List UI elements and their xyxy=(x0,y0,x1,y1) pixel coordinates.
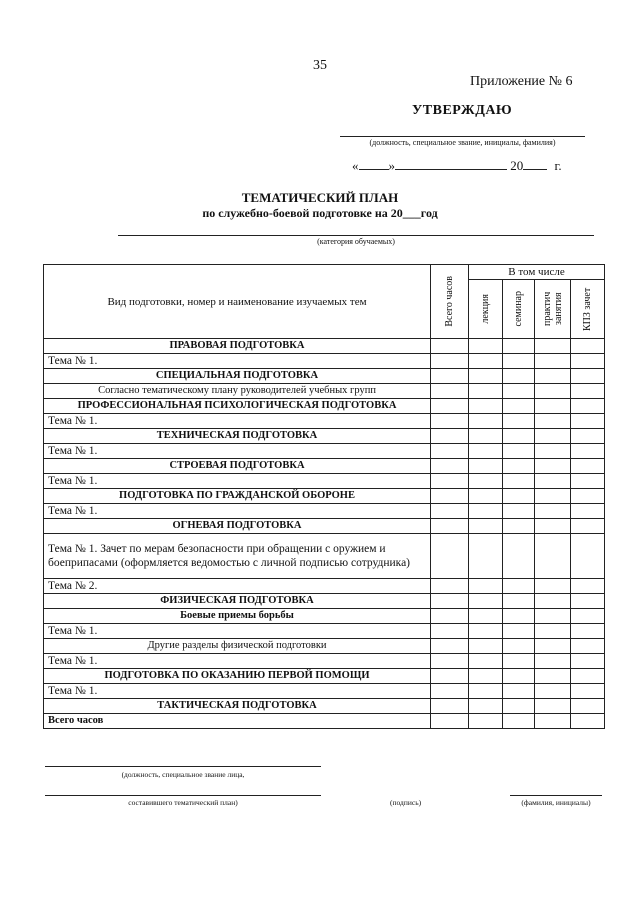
author-sign-line xyxy=(45,795,321,796)
date-open-quote: « xyxy=(352,158,359,173)
position-line xyxy=(340,136,585,137)
date-suffix: г. xyxy=(554,158,562,173)
approval-date xyxy=(352,158,562,174)
section-row: ТЕХНИЧЕСКАЯ ПОДГОТОВКА xyxy=(44,429,605,444)
thematic-plan-table xyxy=(43,264,605,729)
section-row: ПРОФЕССИОНАЛЬНАЯ ПСИХОЛОГИЧЕСКАЯ ПОДГОТОВКА xyxy=(44,399,605,414)
name-sign-line xyxy=(510,795,602,796)
approve-heading: УТВЕРЖДАЮ xyxy=(412,103,513,118)
table-row: Тема № 1. xyxy=(44,444,605,459)
table-row: Тема № 1. xyxy=(44,504,605,519)
date-close-quote: » xyxy=(388,158,395,173)
footer-name-caption: (фамилия, инициалы) xyxy=(521,798,591,807)
category-caption: (категория обучаемых) xyxy=(317,237,395,246)
col-lecture-header: лекция xyxy=(469,280,503,339)
footer-position-caption: (должность, специальное звание лица, xyxy=(121,770,245,779)
col-seminar-header: семинар xyxy=(503,280,535,339)
subsection-row: Другие разделы физической подготовки xyxy=(44,639,605,654)
position-sign-line xyxy=(45,766,321,767)
col-kpz-header: КПЗ зачет xyxy=(571,280,605,339)
subsection-row: Боевые приемы борьбы xyxy=(44,609,605,624)
col-total-header: Всего часов xyxy=(431,265,469,339)
category-line xyxy=(118,235,594,236)
total-row: Всего часов xyxy=(44,714,605,729)
table-row: Тема № 1. xyxy=(44,474,605,489)
table-row: Тема № 2. xyxy=(44,579,605,594)
table-row: Тема № 1. xyxy=(44,354,605,369)
position-caption: (должность, специальное звание, инициалы, фамилия) xyxy=(369,138,556,147)
footer-signature-caption: (подпись) xyxy=(390,798,422,807)
table-row: Тема № 1. Зачет по мерам безопасности при обращении с оружием и боеприпасами (оформляется ведомостью с личной подписью сотрудника) xyxy=(44,534,605,579)
date-year: 20 xyxy=(510,158,524,173)
document-subtitle: по служебно-боевой подготовке на 20___год xyxy=(202,206,438,220)
section-row: ПОДГОТОВКА ПО ОКАЗАНИЮ ПЕРВОЙ ПОМОЩИ xyxy=(44,669,605,684)
document-title: ТЕМАТИЧЕСКИЙ ПЛАН xyxy=(241,190,399,205)
section-row: СТРОЕВАЯ ПОДГОТОВКА xyxy=(44,459,605,474)
section-row: ПРАВОВАЯ ПОДГОТОВКА xyxy=(44,339,605,354)
table-row: Согласно тематическому плану руководителей учебных групп xyxy=(44,384,605,399)
table-header-row xyxy=(44,265,605,280)
col-practice-header: практич занятия xyxy=(535,280,571,339)
section-row: ПОДГОТОВКА ПО ГРАЖДАНСКОЙ ОБОРОНЕ xyxy=(44,489,605,504)
section-row: ФИЗИЧЕСКАЯ ПОДГОТОВКА xyxy=(44,594,605,609)
table-row: Тема № 1. xyxy=(44,684,605,699)
table-row: Тема № 1. xyxy=(44,414,605,429)
col-including-header: В том числе xyxy=(469,265,605,280)
page-number: 35 xyxy=(313,58,327,73)
footer-author-caption: составившего тематический план) xyxy=(128,798,238,807)
section-row: ТАКТИЧЕСКАЯ ПОДГОТОВКА xyxy=(44,699,605,714)
table-row: Тема № 1. xyxy=(44,654,605,669)
col-topic-header: Вид подготовки, номер и наименование изучаемых тем xyxy=(44,265,431,339)
appendix-label: Приложение № 6 xyxy=(470,74,573,89)
section-row: СПЕЦИАЛЬНАЯ ПОДГОТОВКА xyxy=(44,369,605,384)
section-row: ОГНЕВАЯ ПОДГОТОВКА xyxy=(44,519,605,534)
table-row: Тема № 1. xyxy=(44,624,605,639)
